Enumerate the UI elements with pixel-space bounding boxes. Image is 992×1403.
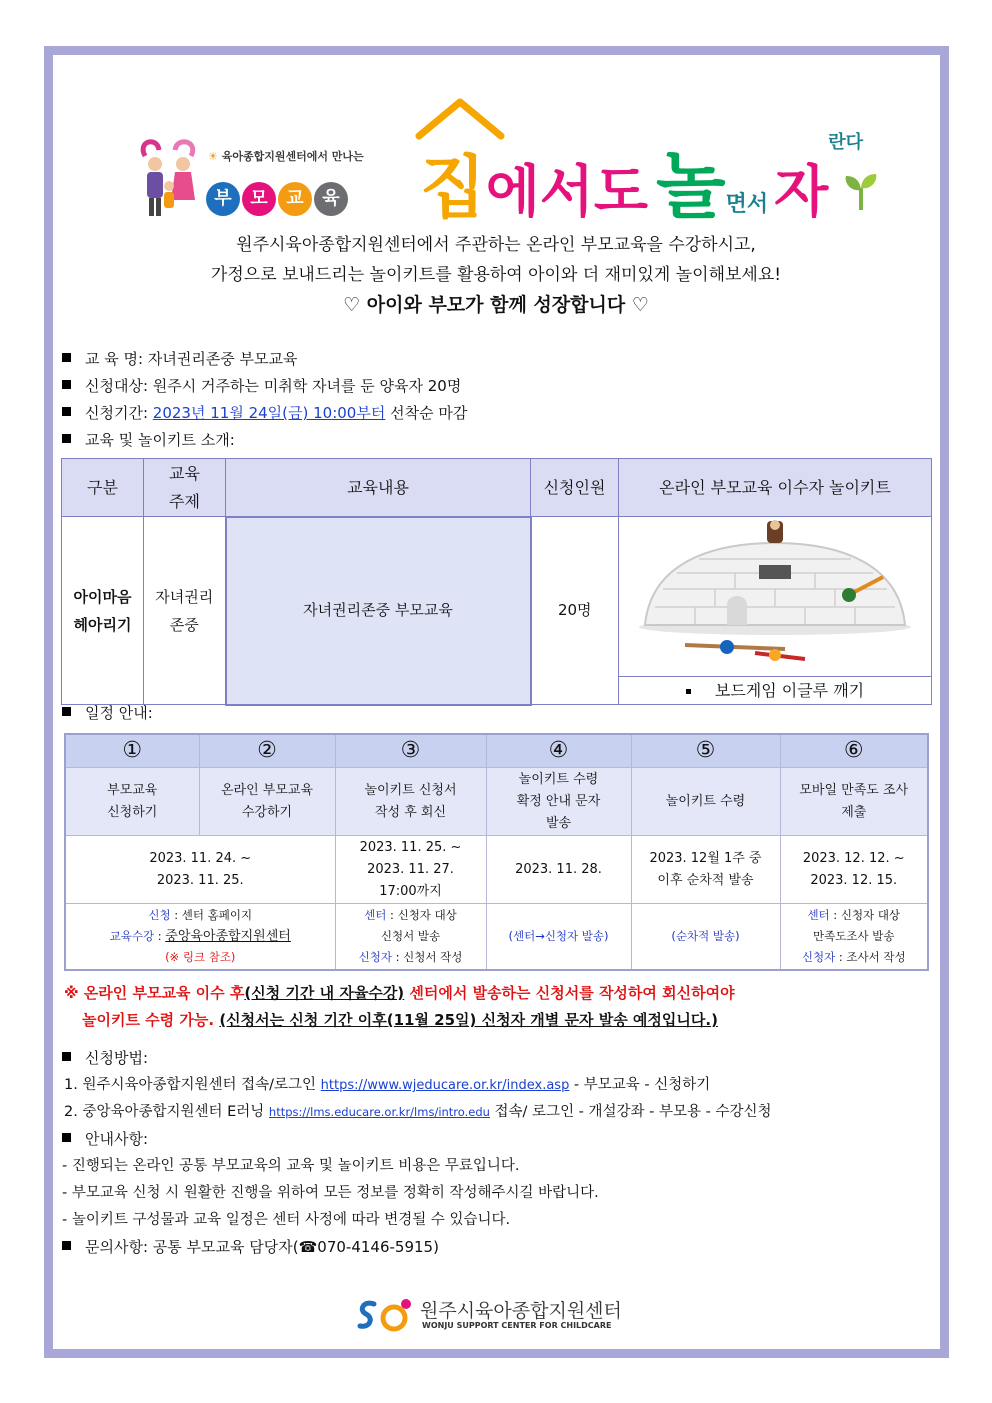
bullet-square-icon: [62, 407, 71, 416]
bullet-square-icon: [62, 434, 71, 443]
intro-line-2: 가정으로 보내드리는 놀이키트를 활용하여 아이와 더 재미있게 놀이해보세요!: [210, 265, 782, 285]
step-label-5: 놀이키트 수령: [631, 768, 780, 836]
logo-program-name: [206, 182, 350, 216]
schedule-table: [64, 733, 929, 971]
bullet-square-icon: [62, 380, 71, 389]
bullet-square-icon: [686, 689, 691, 694]
kit-caption: 보드게임 이글루 깨기: [619, 677, 932, 705]
edu-header-count: 신청인원: [531, 459, 619, 517]
logo-char-4: 육: [314, 182, 348, 216]
edu-header-category: 구분: [62, 459, 144, 517]
step-note-3: 센터 : 신청자 대상 신청서 발송 신청자 : 신청서 작성: [335, 904, 486, 970]
step-note-6: 센터 : 신청자 대상 만족도조사 발송 신청자 : 조사서 작성: [780, 904, 928, 970]
edu-content: 자녀권리존중 부모교육: [226, 517, 531, 705]
sun-icon: ☀: [208, 150, 218, 163]
step-date-3: 2023. 11. 25. ~ 2023. 11. 27. 17:00까지: [335, 836, 486, 904]
logo-char-2: 모: [242, 182, 276, 216]
step-label-6: 모바일 만족도 조사 제출: [780, 768, 928, 836]
wjeducare-link[interactable]: https://www.wjeducare.or.kr/index.asp: [320, 1078, 570, 1093]
notice-label-row: 안내사항:: [62, 1126, 932, 1153]
edu-header-content: 교육내용: [226, 459, 531, 517]
step-label-3: 놀이키트 신청서 작성 후 회신: [335, 768, 486, 836]
slogan: ♡ 아이와 부모가 함께 성장합니다 ♡: [343, 294, 649, 316]
step-note-1-2: 신청 : 센터 홈페이지 교육수강 : 중앙육아종합지원센터 (※ 링크 참조): [65, 904, 335, 970]
step-date-1-2: 2023. 11. 24. ~ 2023. 11. 25.: [65, 836, 335, 904]
edu-header-kit: 온라인 부모교육 이수자 놀이키트: [619, 459, 932, 517]
kit-image-cell: [619, 517, 932, 677]
intro-row: 교육 및 놀이키트 소개:: [62, 427, 922, 454]
intro-text: [60, 230, 932, 290]
edu-topic: 자녀권리 존중: [144, 517, 226, 705]
title-char-ja: 자: [774, 160, 829, 225]
notice-item-1: - 진행되는 온라인 공통 부모교육의 교육 및 놀이키트 비용은 무료입니다.: [62, 1158, 520, 1174]
logo-char-1: 부: [206, 182, 240, 216]
step-number-5: ⑤: [631, 734, 780, 768]
step-label-4: 놀이키트 수령 확정 안내 문자 발송: [486, 768, 631, 836]
title-word-myeonseo: 면서: [725, 192, 769, 217]
step-note-5: (순차적 발송): [631, 904, 780, 970]
step-label-2: 온라인 부모교육 수강하기: [199, 768, 335, 836]
edu-header-topic: 교육 주제: [144, 459, 226, 517]
step-number-4: ④: [486, 734, 631, 768]
period-link[interactable]: 2023년 11월 24일(금) 10:00부터: [152, 404, 386, 422]
edu-table: [61, 458, 932, 706]
bullet-square-icon: [62, 707, 71, 716]
apply-step-2: 2. 중앙육아종합지원센터 E러닝 https://lms.educare.or.kr/lms/intro.edu 접속/ 로그인 - 개설강좌 - 부모용 - 수강신청: [64, 1104, 772, 1120]
apply-section: [62, 1045, 932, 1261]
step-label-1: 부모교육 신청하기: [65, 768, 199, 836]
title-char-nol: 놀: [656, 144, 726, 228]
bullet-square-icon: [62, 1241, 71, 1250]
main-title: [420, 128, 863, 232]
notice-item-2: - 부모교육 신청 시 원활한 진행을 위하여 모든 정보를 정확히 작성해주시길 바랍니다.: [62, 1185, 599, 1201]
family-logo: [135, 136, 205, 220]
footer-name-en: WONJU SUPPORT CENTER FOR CHILDCARE: [422, 1321, 612, 1330]
step-date-5: 2023. 12월 1주 중 이후 순차적 발송: [631, 836, 780, 904]
central-center-link[interactable]: 중앙육아종합지원센터: [165, 928, 291, 944]
educare-lms-link[interactable]: https://lms.educare.or.kr/lms/intro.edu: [268, 1105, 490, 1119]
igloo-board-game-image: [635, 517, 915, 667]
title-char-jip: 집: [420, 149, 486, 228]
step-number-1: ①: [65, 734, 199, 768]
edu-count: 20명: [531, 517, 619, 705]
notice-item-3: - 놀이키트 구성물과 교육 일정은 센터 사정에 따라 변경될 수 있습니다.: [62, 1212, 511, 1228]
title-word-eseodo: 에서도: [485, 160, 648, 225]
step-date-4: 2023. 11. 28.: [486, 836, 631, 904]
center-logo-icon: [356, 1296, 414, 1334]
step-number-6: ⑥: [780, 734, 928, 768]
footer-name-ko: 원주시육아종합지원센터: [420, 1300, 622, 1322]
bullet-square-icon: [62, 1133, 71, 1142]
target-row: 신청대상: 원주시 거주하는 미취학 자녀를 둔 양육자 20명: [62, 373, 922, 400]
period-row: 신청기간: 2023년 11월 24일(금) 10:00부터 선착순 마감: [62, 400, 922, 427]
contact-row: 문의사항: 공통 부모교육 담당자(☎070-4146-5915): [62, 1234, 932, 1261]
edu-name-row: 교 육 명: 자녀권리존중 부모교육: [62, 346, 922, 373]
step-number-3: ③: [335, 734, 486, 768]
summary-list: [62, 346, 922, 454]
schedule-label-row: 일정 안내:: [62, 700, 153, 727]
step-note-4: (센터→신청자 발송): [486, 904, 631, 970]
logo-caption: ☀ 육아종합지원센터에서 만나는: [208, 150, 364, 163]
title-word-randa: 란다: [828, 132, 863, 153]
bullet-square-icon: [62, 1052, 71, 1061]
warning-notice: ※ 온라인 부모교육 이수 후(신청 기간 내 자율수강) 센터에서 발송하는 신청서를 작성하여 회신하여야 놀이키트 수령 가능. (신청서는 신청 기간 이후(11월 25일) 신청자 개별 문자 발송 예정입니다.): [64, 984, 735, 1029]
intro-line-1: 원주시육아종합지원센터에서 주관하는 온라인 부모교육을 수강하시고,: [236, 235, 756, 255]
step-number-2: ②: [199, 734, 335, 768]
logo-char-3: 교: [278, 182, 312, 216]
apply-label-row: 신청방법:: [62, 1045, 932, 1072]
apply-step-1: 1. 원주시육아종합지원센터 접속/로그인 https://www.wjeducare.or.kr/index.asp - 부모교육 - 신청하기: [64, 1077, 711, 1093]
sprout-icon: [842, 168, 880, 212]
step-date-6: 2023. 12. 12. ~ 2023. 12. 15.: [780, 836, 928, 904]
bullet-square-icon: [62, 353, 71, 362]
edu-category: 아이마음 헤아리기: [62, 517, 144, 705]
footer-logo: [356, 1296, 636, 1336]
